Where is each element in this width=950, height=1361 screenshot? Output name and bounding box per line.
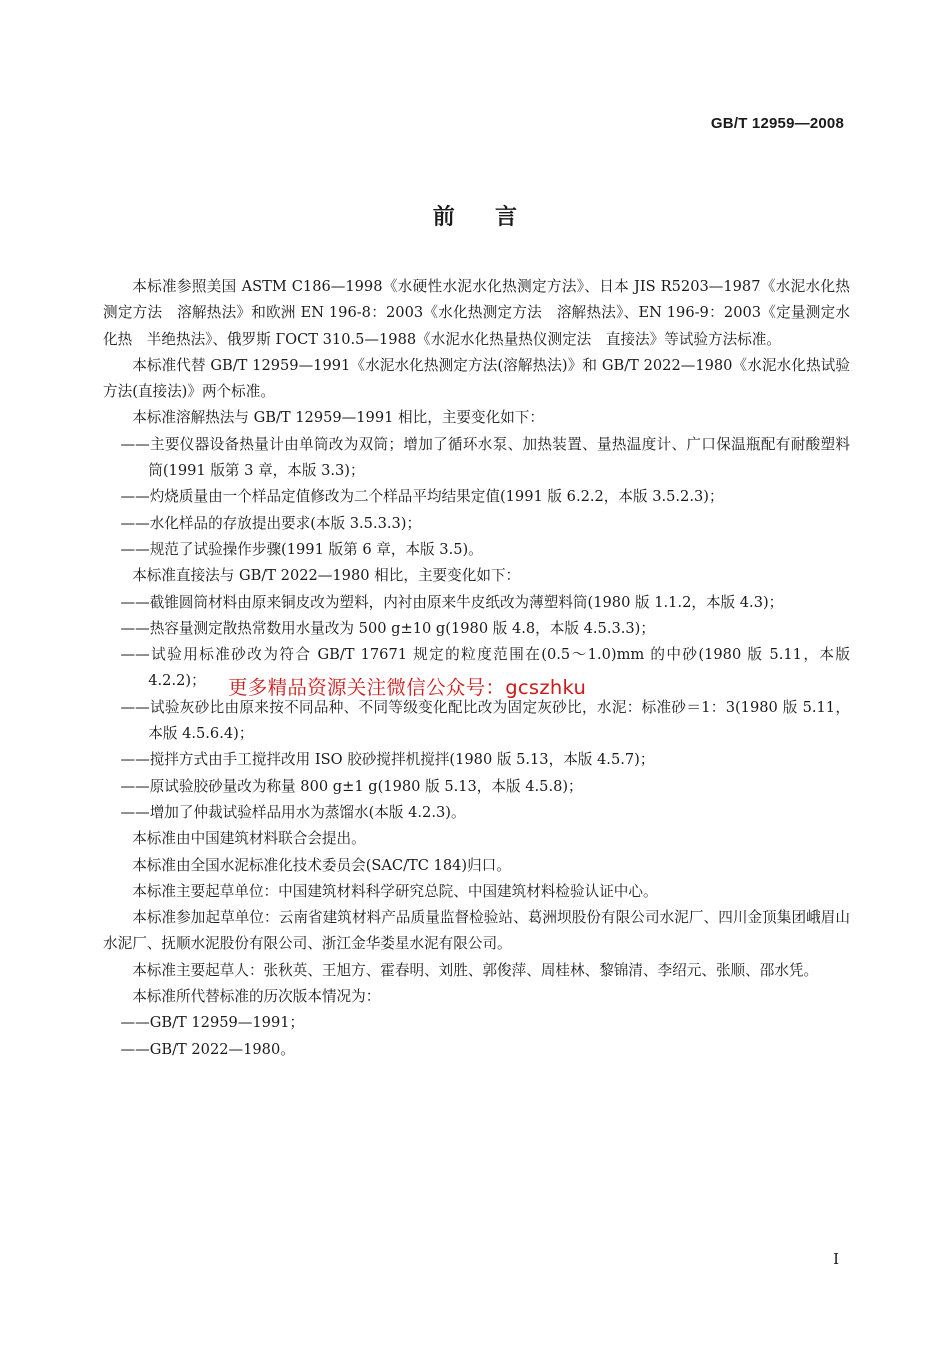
list-item: ——增加了仲裁试验样品用水为蒸馏水(本版 4.2.3)。 <box>120 803 466 821</box>
paragraph-references: 本标准参照美国 ASTM C186—1998《水硬性水泥水化热测定方法》、日本 JIS R5203—1987《水泥水化热测定方法 溶解热法》和欧洲 EN 196-8：2003《水化热测定方法 溶解热法》、EN 196-9：2003《定量测定水化热 半绝热法》、俄罗斯 ГОСТ 310.5—1988《水泥水化热量热仪测定法 直接法》等试验方法标准。 <box>103 278 850 348</box>
paragraph-replaces: 本标准代替 GB/T 12959—1991《水泥水化热测定方法(溶解热法)》和 GB/T 2022—1980《水泥水化热试验方法(直接法)》两个标准。 <box>103 356 850 401</box>
watermark-text: 更多精品资源关注微信公众号：gcszhku <box>228 676 587 699</box>
title-char-right: 言 <box>495 205 518 230</box>
paragraph-participating-units: 本标准参加起草单位：云南省建筑材料产品质量监督检验站、葛洲坝股份有限公司水泥厂、四川金顶集团峨眉山水泥厂、抚顺水泥股份有限公司、浙江金华娄星水泥有限公司。 <box>103 909 850 953</box>
list-item: ——搅拌方式由手工搅拌改用 ISO 胶砂搅拌机搅拌(1980 版 5.13，本版 4.5.7)； <box>120 751 655 769</box>
paragraph-direct-changes: 本标准直接法与 GB/T 2022—1980 相比，主要变化如下： <box>132 567 521 585</box>
standard-code: GB/T 12959—2008 <box>710 115 844 132</box>
list-item: ——灼烧质量由一个样品定值修改为二个样品平均结果定值(1991 版 6.2.2，本版 3.5.2.3)； <box>120 488 724 506</box>
page-number: I <box>833 1250 839 1268</box>
list-item: ——截锥圆筒材料由原来铜皮改为塑料，内衬由原来牛皮纸改为薄塑料筒(1980 版 1.1.2，本版 4.3)； <box>120 593 784 611</box>
paragraph-committee: 本标准由全国水泥标准化技术委员会(SAC/TC 184)归口。 <box>132 856 511 874</box>
paragraph-dissolution-changes: 本标准溶解热法与 GB/T 12959—1991 相比，主要变化如下： <box>132 409 544 427</box>
page-title <box>0 200 950 231</box>
title-char-left: 前 <box>432 205 455 230</box>
paragraph-history: 本标准所代替标准的历次版本情况为： <box>132 988 381 1006</box>
document-body <box>103 274 850 1063</box>
paragraph-proposer: 本标准由中国建筑材料联合会提出。 <box>132 830 366 848</box>
paragraph-drafters: 本标准主要起草人：张秋英、王旭方、霍春明、刘胜、郭俊萍、周桂林、黎锦清、李绍元、张顺、邵水凭。 <box>132 961 819 979</box>
list-item: ——试验用标准砂改为符合 GB/T 17671 规定的粒度范围在(0.5～1.0)mm 的中砂(1980 版 5.11，本版 4.2.2)； <box>120 646 850 690</box>
list-item: ——规范了试验操作步骤(1991 版第 6 章，本版 3.5)。 <box>120 540 483 558</box>
list-item: ——GB/T 12959—1991； <box>120 1014 305 1032</box>
list-item: ——水化样品的存放提出要求(本版 3.5.3.3)； <box>120 514 422 532</box>
list-item: ——热容量测定散热常数用水量改为 500 g±10 g(1980 版 4.8，本版 4.5.3.3)； <box>120 619 655 637</box>
list-item: ——试验灰砂比由原来按不同品种、不同等级变化配比改为固定灰砂比，水泥：标准砂＝1：3(1980 版 5.11，本版 4.5.6.4)； <box>120 698 850 743</box>
list-item: ——原试验胶砂量改为称量 800 g±1 g(1980 版 5.13，本版 4.5.8)； <box>120 777 583 795</box>
paragraph-main-drafters-units: 本标准主要起草单位：中国建筑材料科学研究总院、中国建筑材料检验认证中心。 <box>132 882 658 900</box>
list-item: ——主要仪器设备热量计由单筒改为双筒；增加了循环水泵、加热装置、量热温度计、广口保温瓶配有耐酸塑料筒(1991 版第 3 章，本版 3.3)； <box>120 435 850 480</box>
list-item: ——GB/T 2022—1980。 <box>120 1040 295 1058</box>
